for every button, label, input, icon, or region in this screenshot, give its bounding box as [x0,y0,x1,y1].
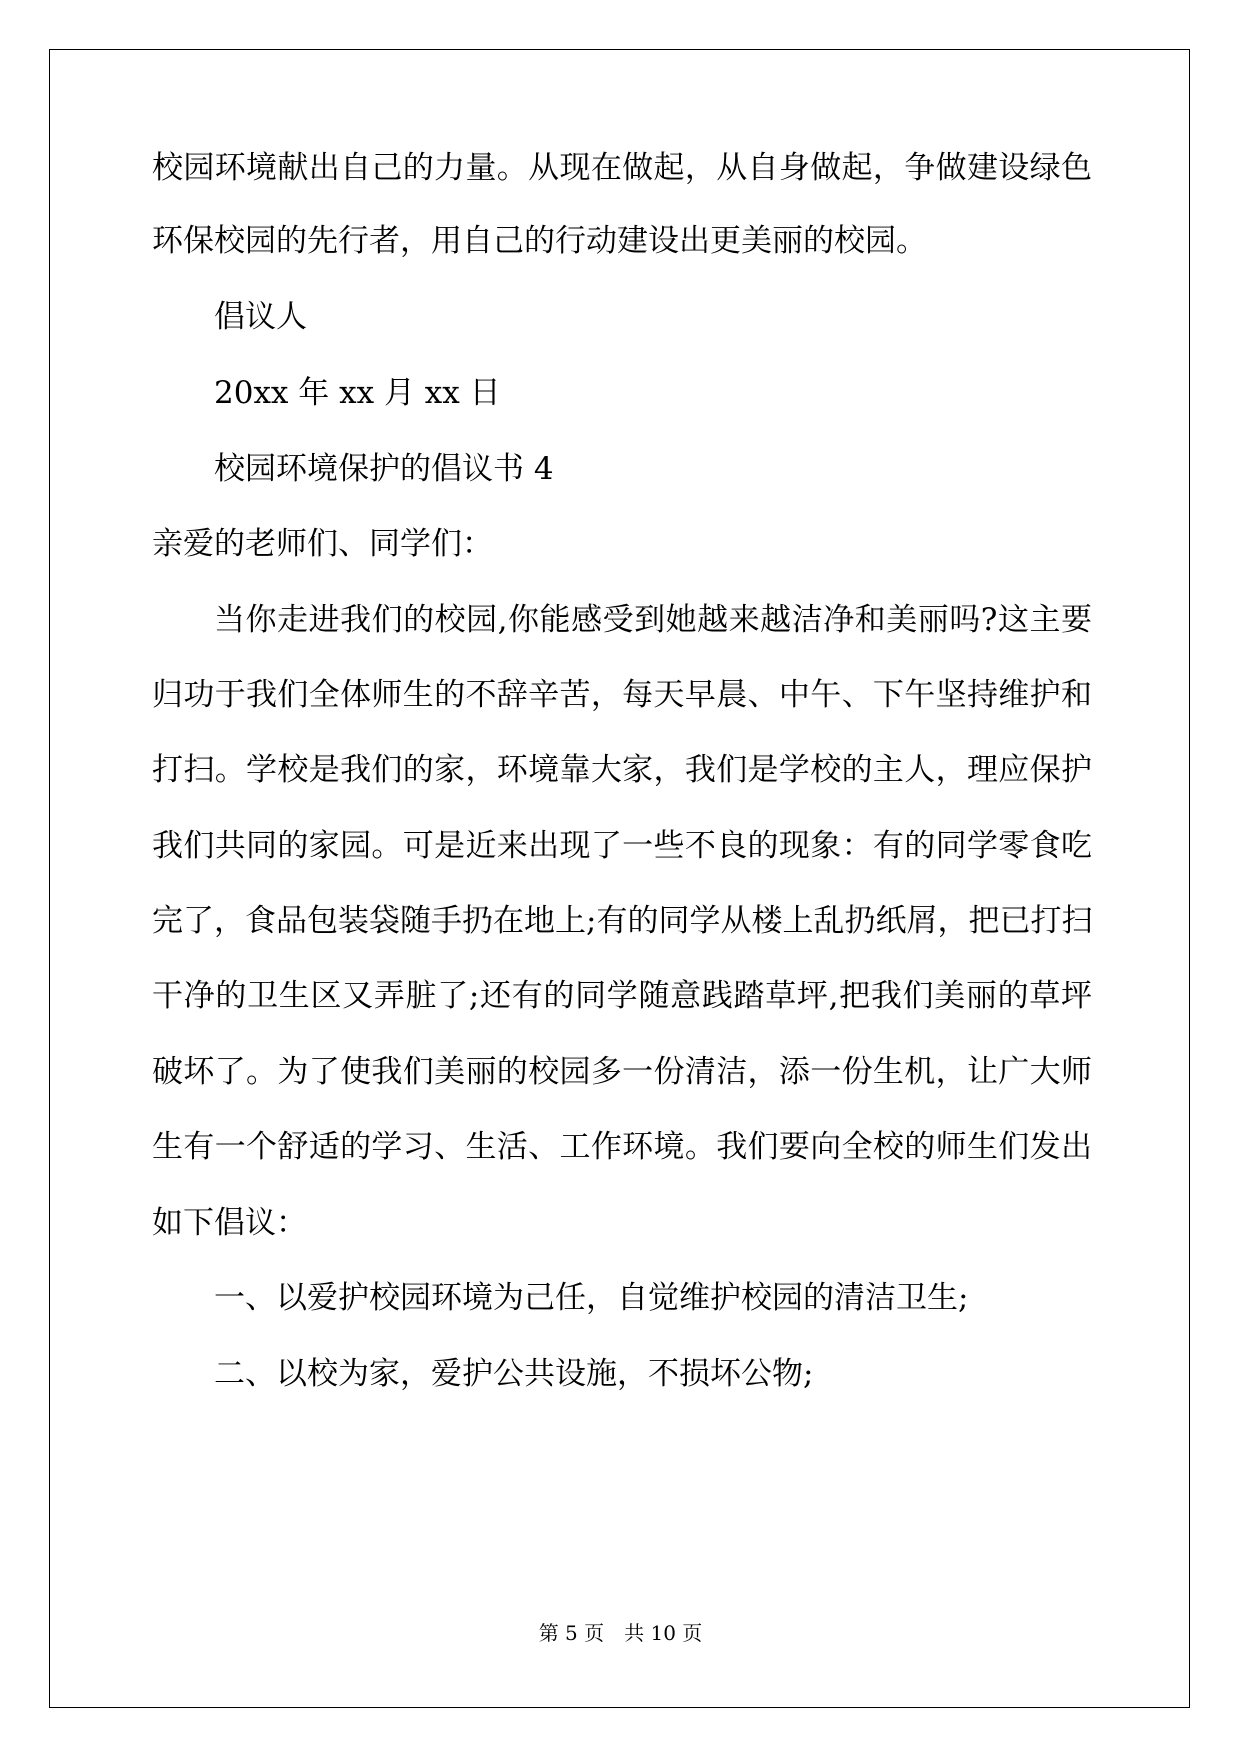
paragraph-line: 归功于我们全体师生的不辞辛苦，每天早晨、中午、下午坚持维护和 [152,677,1092,713]
paragraph-line: 完了，食品包装袋随手扔在地上;有的同学从楼上乱扔纸屑，把已打扫 [152,903,1093,939]
paragraph-line: 我们共同的家园。可是近来出现了一些不良的现象：有的同学零食吃 [152,828,1092,864]
page-frame [49,49,1190,1708]
proposal-item: 一、以爱护校园环境为己任，自觉维护校园的清洁卫生; [214,1280,969,1316]
paragraph-line: 校园环境献出自己的力量。从现在做起，从自身做起，争做建设绿色 [152,150,1092,186]
paragraph-line: 生有一个舒适的学习、生活、工作环境。我们要向全校的师生们发出 [152,1129,1092,1165]
paragraph-line: 当你走进我们的校园,你能感受到她越来越洁净和美丽吗?这主要 [214,602,1092,638]
section-title: 校园环境保护的倡议书 4 [214,451,554,487]
proposal-item: 二、以校为家，爱护公共设施，不损坏公物; [214,1356,814,1392]
paragraph-line: 如下倡议： [152,1205,307,1241]
signature-label: 倡议人 [214,299,307,335]
paragraph-line: 打扫。学校是我们的家，环境靠大家，我们是学校的主人，理应保护 [152,752,1092,788]
page-number: 第 5 页 共 10 页 [538,1621,703,1645]
paragraph-line: 环保校园的先行者，用自己的行动建设出更美丽的校园。 [152,223,927,259]
salutation: 亲爱的老师们、同学们： [152,526,493,562]
paragraph-line: 干净的卫生区又弄脏了;还有的同学随意践踏草坪,把我们美丽的草坪 [152,978,1092,1014]
paragraph-line: 破坏了。为了使我们美丽的校园多一份清洁，添一份生机，让广大师 [152,1054,1092,1090]
date-line: 20xx 年 xx 月 xx 日 [214,375,501,411]
